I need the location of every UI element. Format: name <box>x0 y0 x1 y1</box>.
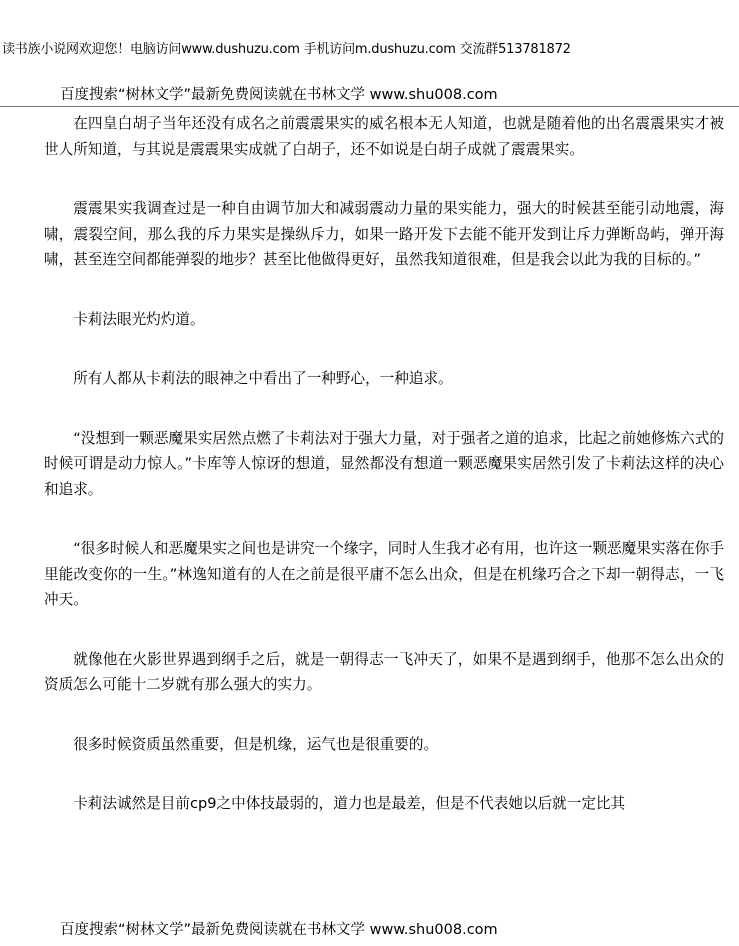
paragraph: 就像他在火影世界遇到纲手之后，就是一朝得志一飞冲天了，如果不是遇到纲手，他那不怎么出众的资质怎么可能十二岁就有那么强大的实力。 <box>44 650 724 693</box>
paragraph: 在四皇白胡子当年还没有成名之前震震果实的威名根本无人知道，也就是随着他的出名震震果实才被世人所知道，与其说是震震果实成就了白胡子，还不如说是白胡子成就了震震果实。 <box>44 115 724 158</box>
paragraph: 很多时候资质虽然重要，但是机缘，运气也是很重要的。 <box>73 735 439 753</box>
promo-footer: 百度搜索“树林文学”最新免费阅读就在书林文学 www.shu008.com <box>60 922 498 938</box>
chapter-body <box>44 111 724 817</box>
paragraph: 所有人都从卡莉法的眼神之中看出了一种野心，一种追求。 <box>73 370 453 387</box>
paragraph: “没想到一颗恶魔果实居然点燃了卡莉法对于强大力量，对于强者之道的追求，比起之前她修炼六式的时候可谓是动力惊人。”卡库等人惊讶的想道，显然都没有想道一颗恶魔果实居然引发了卡莉法这样的决心和追求。 <box>44 429 724 498</box>
header-divider <box>0 106 739 107</box>
paragraph: “很多时候人和恶魔果实之间也是讲究一个缘字，同时人生我才必有用，也许这一颗恶魔果实落在你手里能改变你的一生。”林逸知道有的人在之前是很平庸不怎么出众，但是在机缘巧合之下却一朝得志，一飞冲天。 <box>44 540 724 608</box>
paragraph: 震震果实我调查过是一种自由调节加大和减弱震动力量的果实能力，强大的时候甚至能引动地震，海啸，震裂空间，那么我的斥力果实是操纵斥力，如果一路开发下去能不能开发到让斥力弹断岛屿，弹开海啸，甚至连空间都能弹裂的地步？甚至比他做得更好，虽然我知道很难，但是我会以此为我的目标的。” <box>44 200 724 268</box>
paragraph: 卡莉法眼光灼灼道。 <box>73 310 205 328</box>
promo-header: 百度搜索“树林文学”最新免费阅读就在书林文学 www.shu008.com <box>60 87 498 103</box>
paragraph: 卡莉法诚然是目前cp9之中体技最弱的，道力也是最差，但是不代表她以后就一定比其 <box>73 795 626 812</box>
site-banner: 读书族小说网欢迎您！电脑访问www.dushuzu.com 手机访问m.dushuzu.com 交流群513781872 <box>2 42 571 57</box>
